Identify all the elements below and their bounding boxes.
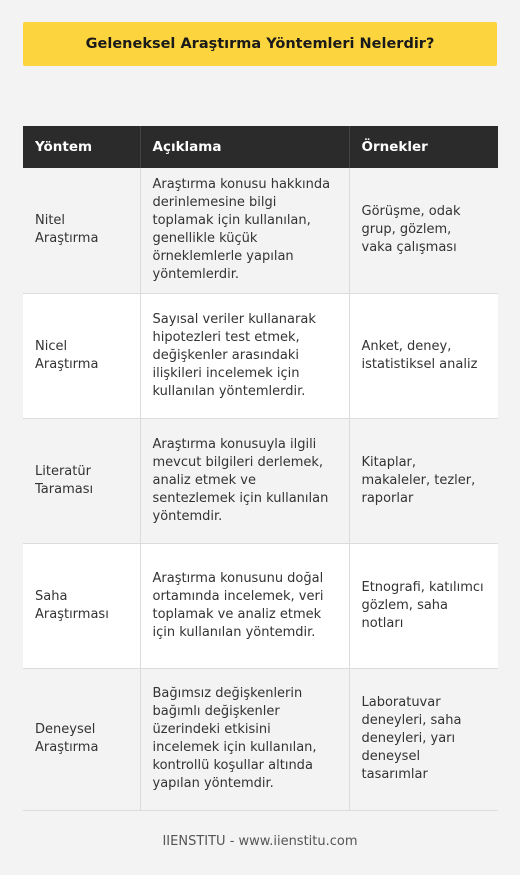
- examples-cell: Etnografi, katılımcı gözlem, saha notları: [349, 543, 498, 668]
- method-cell: Saha Araştırması: [23, 543, 140, 668]
- table-row: [23, 543, 498, 668]
- description-cell: Bağımsız değişkenlerin bağımlı değişkenler üzerindeki etkisini incelemek için kullanılan, kontrollü koşullar altında yapılan yöntemdir.: [140, 668, 349, 810]
- method-cell: Nitel Araştırma: [23, 168, 140, 293]
- examples-cell: Laboratuvar deneyleri, saha deneyleri, yarı deneysel tasarımlar: [349, 668, 498, 810]
- examples-cell: Kitaplar, makaleler, tezler, raporlar: [349, 418, 498, 543]
- column-header-examples: Örnekler: [349, 126, 498, 168]
- description-cell: Araştırma konusu hakkında derinlemesine bilgi toplamak için kullanılan, genellikle küçük örneklemlerle yapılan yöntemlerdir.: [140, 168, 349, 293]
- description-cell: Araştırma konusunu doğal ortamında incelemek, veri toplamak ve analiz etmek için kullanılan yöntemdir.: [140, 543, 349, 668]
- examples-cell: Görüşme, odak grup, gözlem, vaka çalışması: [349, 168, 498, 293]
- page-title: Geleneksel Araştırma Yöntemleri Nelerdir?: [23, 22, 497, 66]
- table-row: [23, 418, 498, 543]
- description-cell: Araştırma konusuyla ilgili mevcut bilgileri derlemek, analiz etmek ve sentezlemek için kullanılan yöntemdir.: [140, 418, 349, 543]
- method-cell: Nicel Araştırma: [23, 293, 140, 418]
- method-cell: Literatür Taraması: [23, 418, 140, 543]
- table-row: [23, 293, 498, 418]
- table-row: [23, 168, 498, 293]
- table-row: [23, 668, 498, 810]
- table-header-row: [23, 126, 498, 168]
- column-header-method: Yöntem: [23, 126, 140, 168]
- examples-cell: Anket, deney, istatistiksel analiz: [349, 293, 498, 418]
- description-cell: Sayısal veriler kullanarak hipotezleri test etmek, değişkenler arasındaki ilişkileri incelemek için kullanılan yöntemlerdir.: [140, 293, 349, 418]
- methods-table: [23, 126, 498, 811]
- footer-source: IIENSTITU - www.iienstitu.com: [162, 834, 358, 849]
- method-cell: Deneysel Araştırma: [23, 668, 140, 810]
- column-header-description: Açıklama: [140, 126, 349, 168]
